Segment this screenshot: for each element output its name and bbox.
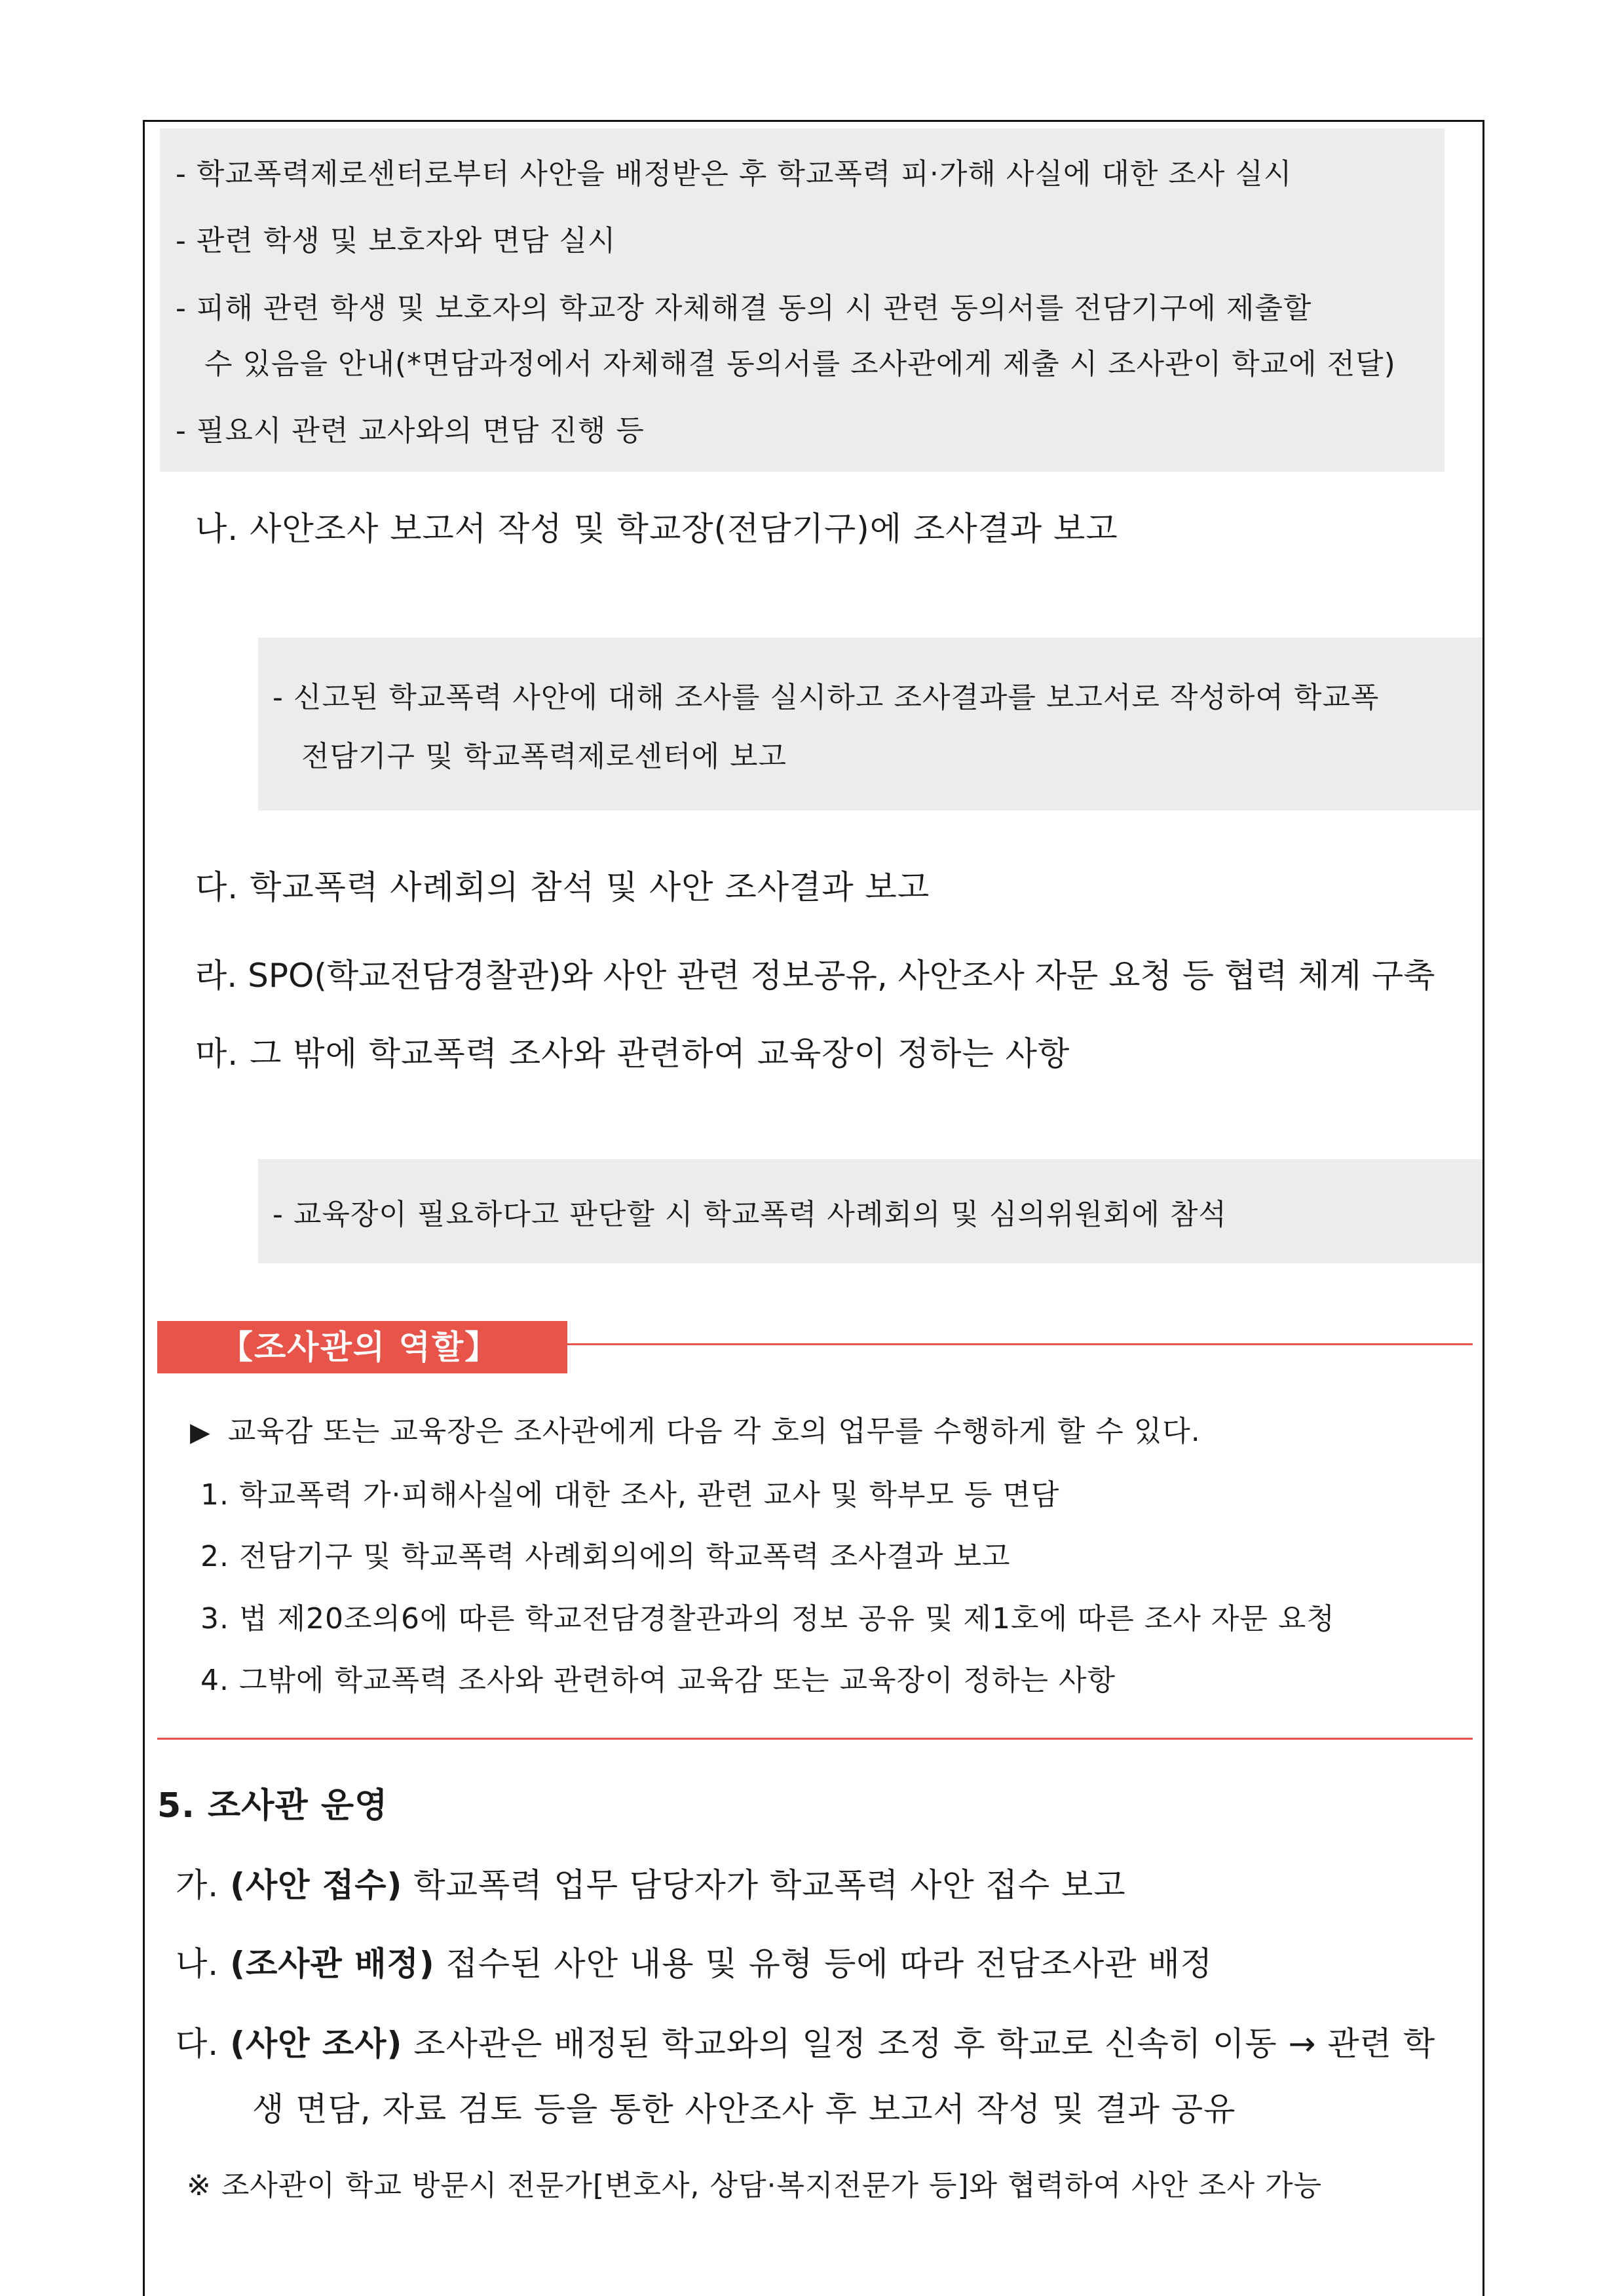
box2-line-1: - 신고된 학교폭력 사안에 대해 조사를 실시하고 조사결과를 보고서로 작성하여 학교폭: [273, 681, 1380, 714]
role-intro: ▶ 교육감 또는 교육장은 조사관에게 다음 각 호의 업무를 수행하게 할 수 있다.: [190, 1415, 1201, 1448]
section-da: 다. 학교폭력 사례회의 참석 및 사안 조사결과 보고: [195, 868, 930, 906]
role-item-1: 1. 학교폭력 가·피해사실에 대한 조사, 관련 교사 및 학부모 등 면담: [200, 1478, 1060, 1512]
operation-item-3-cont: 생 면담, 자료 검토 등을 통한 사안조사 후 보고서 작성 및 결과 공유: [252, 2090, 1236, 2128]
section-ra: 라. SPO(학교전담경찰관)와 사안 관련 정보공유, 사안조사 자문 요청 등 협력 체계 구축: [195, 957, 1435, 995]
duty-box-2-clip: [258, 638, 1482, 811]
role-banner-line: [567, 1343, 1473, 1345]
role-item-4: 4. 그밖에 학교폭력 조사와 관련하여 교육감 또는 교육장이 정하는 사항: [200, 1664, 1116, 1697]
operation-item-1: 가. (사안 접수) 학교폭력 업무 담당자가 학교폭력 사안 접수 보고: [176, 1866, 1126, 1904]
box1-item-3: - 피해 관련 학생 및 보호자의 학교장 자체해결 동의 시 관련 동의서를 전담기구에 제출할: [176, 292, 1312, 325]
operation-note: ※ 조사관이 학교 방문시 전문가[변호사, 상담·복지전문가 등]와 협력하여 사안 조사 가능: [187, 2169, 1323, 2202]
box3-line-1: - 교육장이 필요하다고 판단할 시 학교폭력 사례회의 및 심의위원회에 참석: [273, 1198, 1227, 1231]
box2-line-2: 전담기구 및 학교폭력제로센터에 보고: [301, 740, 787, 773]
section-na: 나. 사안조사 보고서 작성 및 학교장(전담기구)에 조사결과 보고: [195, 510, 1118, 548]
role-bottom-line: [157, 1738, 1473, 1740]
operation-item-3: 다. (사안 조사) 조사관은 배정된 학교와의 일정 조정 후 학교로 신속히 이동 → 관련 학: [176, 2025, 1436, 2063]
role-item-3: 3. 법 제20조의6에 따른 학교전담경찰관과의 정보 공유 및 제1호에 따른 조사 자문 요청: [200, 1602, 1335, 1636]
section-ma: 마. 그 밖에 학교폭력 조사와 관련하여 교육장이 정하는 사항: [195, 1035, 1070, 1073]
role-banner: 【조사관의 역할】: [157, 1321, 567, 1373]
box1-item-1: - 학교폭력제로센터로부터 사안을 배정받은 후 학교폭력 피·가해 사실에 대한 조사 실시: [176, 157, 1293, 191]
play-arrow-icon: ▶: [190, 1417, 211, 1447]
operation-heading: 5. 조사관 운영: [157, 1786, 388, 1826]
box1-item-4: - 필요시 관련 교사와의 면담 진행 등: [176, 414, 645, 448]
role-item-2: 2. 전담기구 및 학교폭력 사례회의에의 학교폭력 조사결과 보고: [200, 1540, 1011, 1573]
operation-item-2: 나. (조사관 배정) 접수된 사안 내용 및 유형 등에 따라 전담조사관 배정: [176, 1945, 1213, 1983]
box1-item-2: - 관련 학생 및 보호자와 면담 실시: [176, 224, 616, 258]
box1-item-3-cont: 수 있음을 안내(*면담과정에서 자체해결 동의서를 조사관에게 제출 시 조사관이 학교에 전달): [204, 347, 1396, 381]
